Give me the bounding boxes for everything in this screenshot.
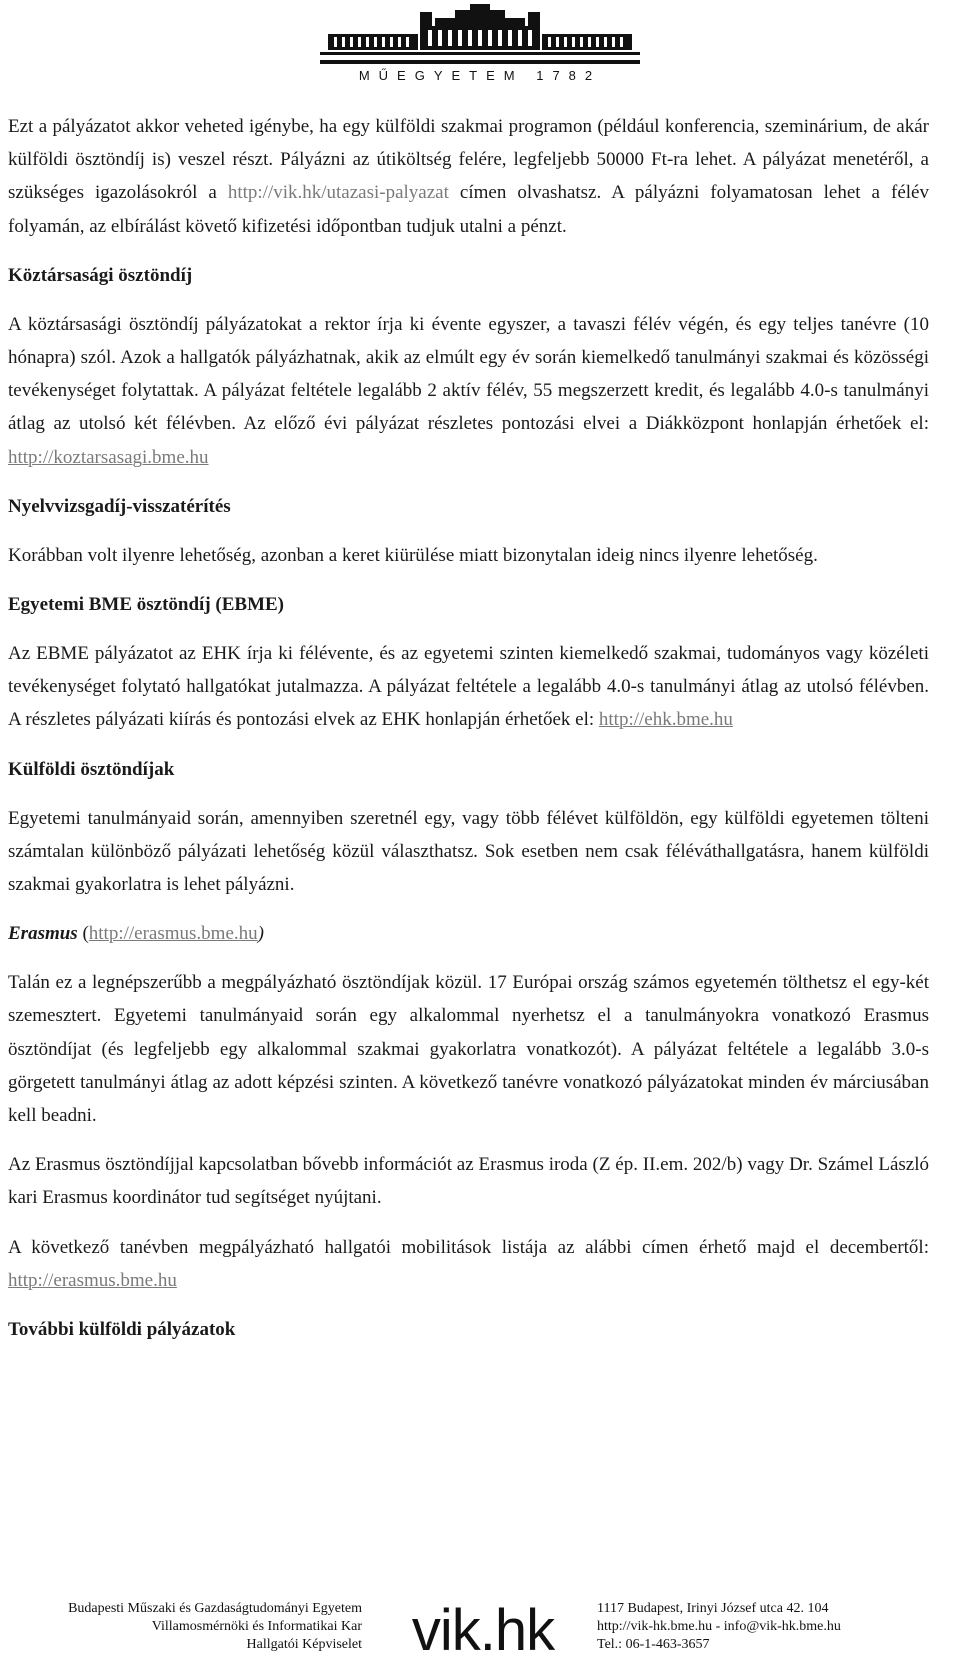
tovabbi-heading: További külföldi pályázatok: [8, 1319, 236, 1341]
kulfoldi-heading: Külföldi ösztöndíjak: [8, 758, 175, 780]
intro-paragraph: Ezt a pályázatot akkor veheted igénybe, ha egy külföldi szakmai programon (például konferencia, szeminárium, de akár külföldi ösztöndíj is) veszel részt. Pályázni az útiköltség felére, legfeljebb 50000 Ft-ra lehet. A pályázat menetéről, a szükséges igazolásokról a http://vik.hk/utazasi-palyazat címen olvashatsz. A pályázni folyamatosan lehet a félév folyamán, az elbírálást követő kifizetési időpontban tudjuk utalni a pénzt.: [8, 116, 929, 237]
page-footer: [0, 1598, 960, 1674]
footer-organization: Budapesti Műszaki és Gazdaságtudományi Egyetem Villamosmérnöki és Informatikai Kar Hallgatói Képviselet: [68, 1601, 362, 1652]
logo-text: MŰEGYETEM 1782: [358, 68, 602, 83]
ebme-heading: Egyetemi BME ösztöndíj (EBME): [8, 594, 285, 616]
footer-contact: 1117 Budapest, Irinyi József utca 42. 104 http://vik-hk.bme.hu - info@vik-hk.bme.hu Tel.: 06-1-463-3657: [597, 1601, 841, 1652]
building-logo-icon: [320, 4, 640, 66]
erasmus-paragraph-3: A következő tanévben megpályázható hallgatói mobilitások listája az alábbi címen érhető majd el decembertől: http://erasmus.bme.hu: [8, 1236, 929, 1291]
erasmus-heading-link[interactable]: http://erasmus.bme.hu: [88, 923, 258, 945]
university-logo: [320, 4, 640, 86]
nyelvvizsga-heading: Nyelvvizsgadíj-visszatérítés: [8, 495, 231, 517]
ebme-paragraph: Az EBME pályázatot az EHK írja ki félévente, és az egyetemi szinten kiemelkedő szakmai, tudományos vagy közéleti tevékenységet folytató hallgatókat jutalmazza. A pályázat feltétele a legalább 4.0-s tanulmányi átlag az utolsó félévben. A részletes pályázati kiírás és pontozási elvek az EHK honlapján érhetőek el: http://ehk.bme.hu: [8, 643, 929, 731]
footer-brand-logo: vik.hk: [411, 1598, 555, 1663]
erasmus-heading: Erasmus (http://erasmus.bme.hu): [8, 923, 264, 945]
nyelvvizsga-paragraph: Korábban volt ilyenre lehetőség, azonban a keret kiürülése miatt bizonytalan ideig nincs ilyenre lehetőség.: [8, 544, 818, 566]
erasmus-paragraph-1: Talán ez a legnépszerűbb a megpályázható ösztöndíjak közül. 17 Európai ország számos egyetemén tölthetsz el egy-két szemesztert. Egyetemi tanulmányaid során egy alkalommal nyerhetsz el a tanulmányokra vonatkozó Erasmus ösztöndíjat (és legfeljebb egy alkalommal szakmai gyakorlatra vonatkozót). A pályázat feltétele a legalább 3.0-s görgetett tanulmányi átlag az adott képzési szinten. A következő tanévre vonatkozó pályázatokat minden év márciusában kell beadni.: [8, 972, 929, 1127]
erasmus-link[interactable]: http://erasmus.bme.hu: [8, 1269, 177, 1291]
koztarsasagi-paragraph: A köztársasági ösztöndíj pályázatokat a rektor írja ki évente egyszer, a tavaszi félév végén, és egy teljes tanévre (10 hónapra) szól. Azok a hallgatók pályázhatnak, akik az elmúlt egy év során kiemelkedő tanulmányi szakmai és közösségi tevékenységet folytattak. A pályázat feltétele legalább 2 aktív félév, 55 megszerzett kredit, és legalább 4.0-s tanulmányi átlag az utolsó két félévben. Az előző évi pályázat részletes pontozási elvei a Diákközpont honlapján érhetőek el: http://koztarsasagi.bme.hu: [8, 313, 929, 468]
document-body: [0, 110, 960, 1346]
kulfoldi-paragraph: Egyetemi tanulmányaid során, amennyiben szeretnél egy, vagy több félévet külföldön, egy külföldi egyetemen tölteni számtalan különböző pályázati lehetőség közül választhatsz. Sok esetben nem csak féléváthallgatásra, hanem külföldi szakmai gyakorlatra is lehet pályázni.: [8, 807, 929, 896]
koztarsasagi-link[interactable]: http://koztarsasagi.bme.hu: [8, 446, 209, 468]
koztarsasagi-heading: Köztársasági ösztöndíj: [8, 264, 193, 286]
erasmus-paragraph-2: Az Erasmus ösztöndíjjal kapcsolatban bővebb információt az Erasmus iroda (Z ép. II.em. 202/b) vagy Dr. Számel László kari Erasmus koordinátor tud segítséget nyújtani.: [8, 1154, 929, 1209]
utazasi-palyazat-link[interactable]: http://vik.hk/utazasi-palyazat: [227, 182, 449, 204]
ehk-link[interactable]: http://ehk.bme.hu: [598, 709, 733, 731]
